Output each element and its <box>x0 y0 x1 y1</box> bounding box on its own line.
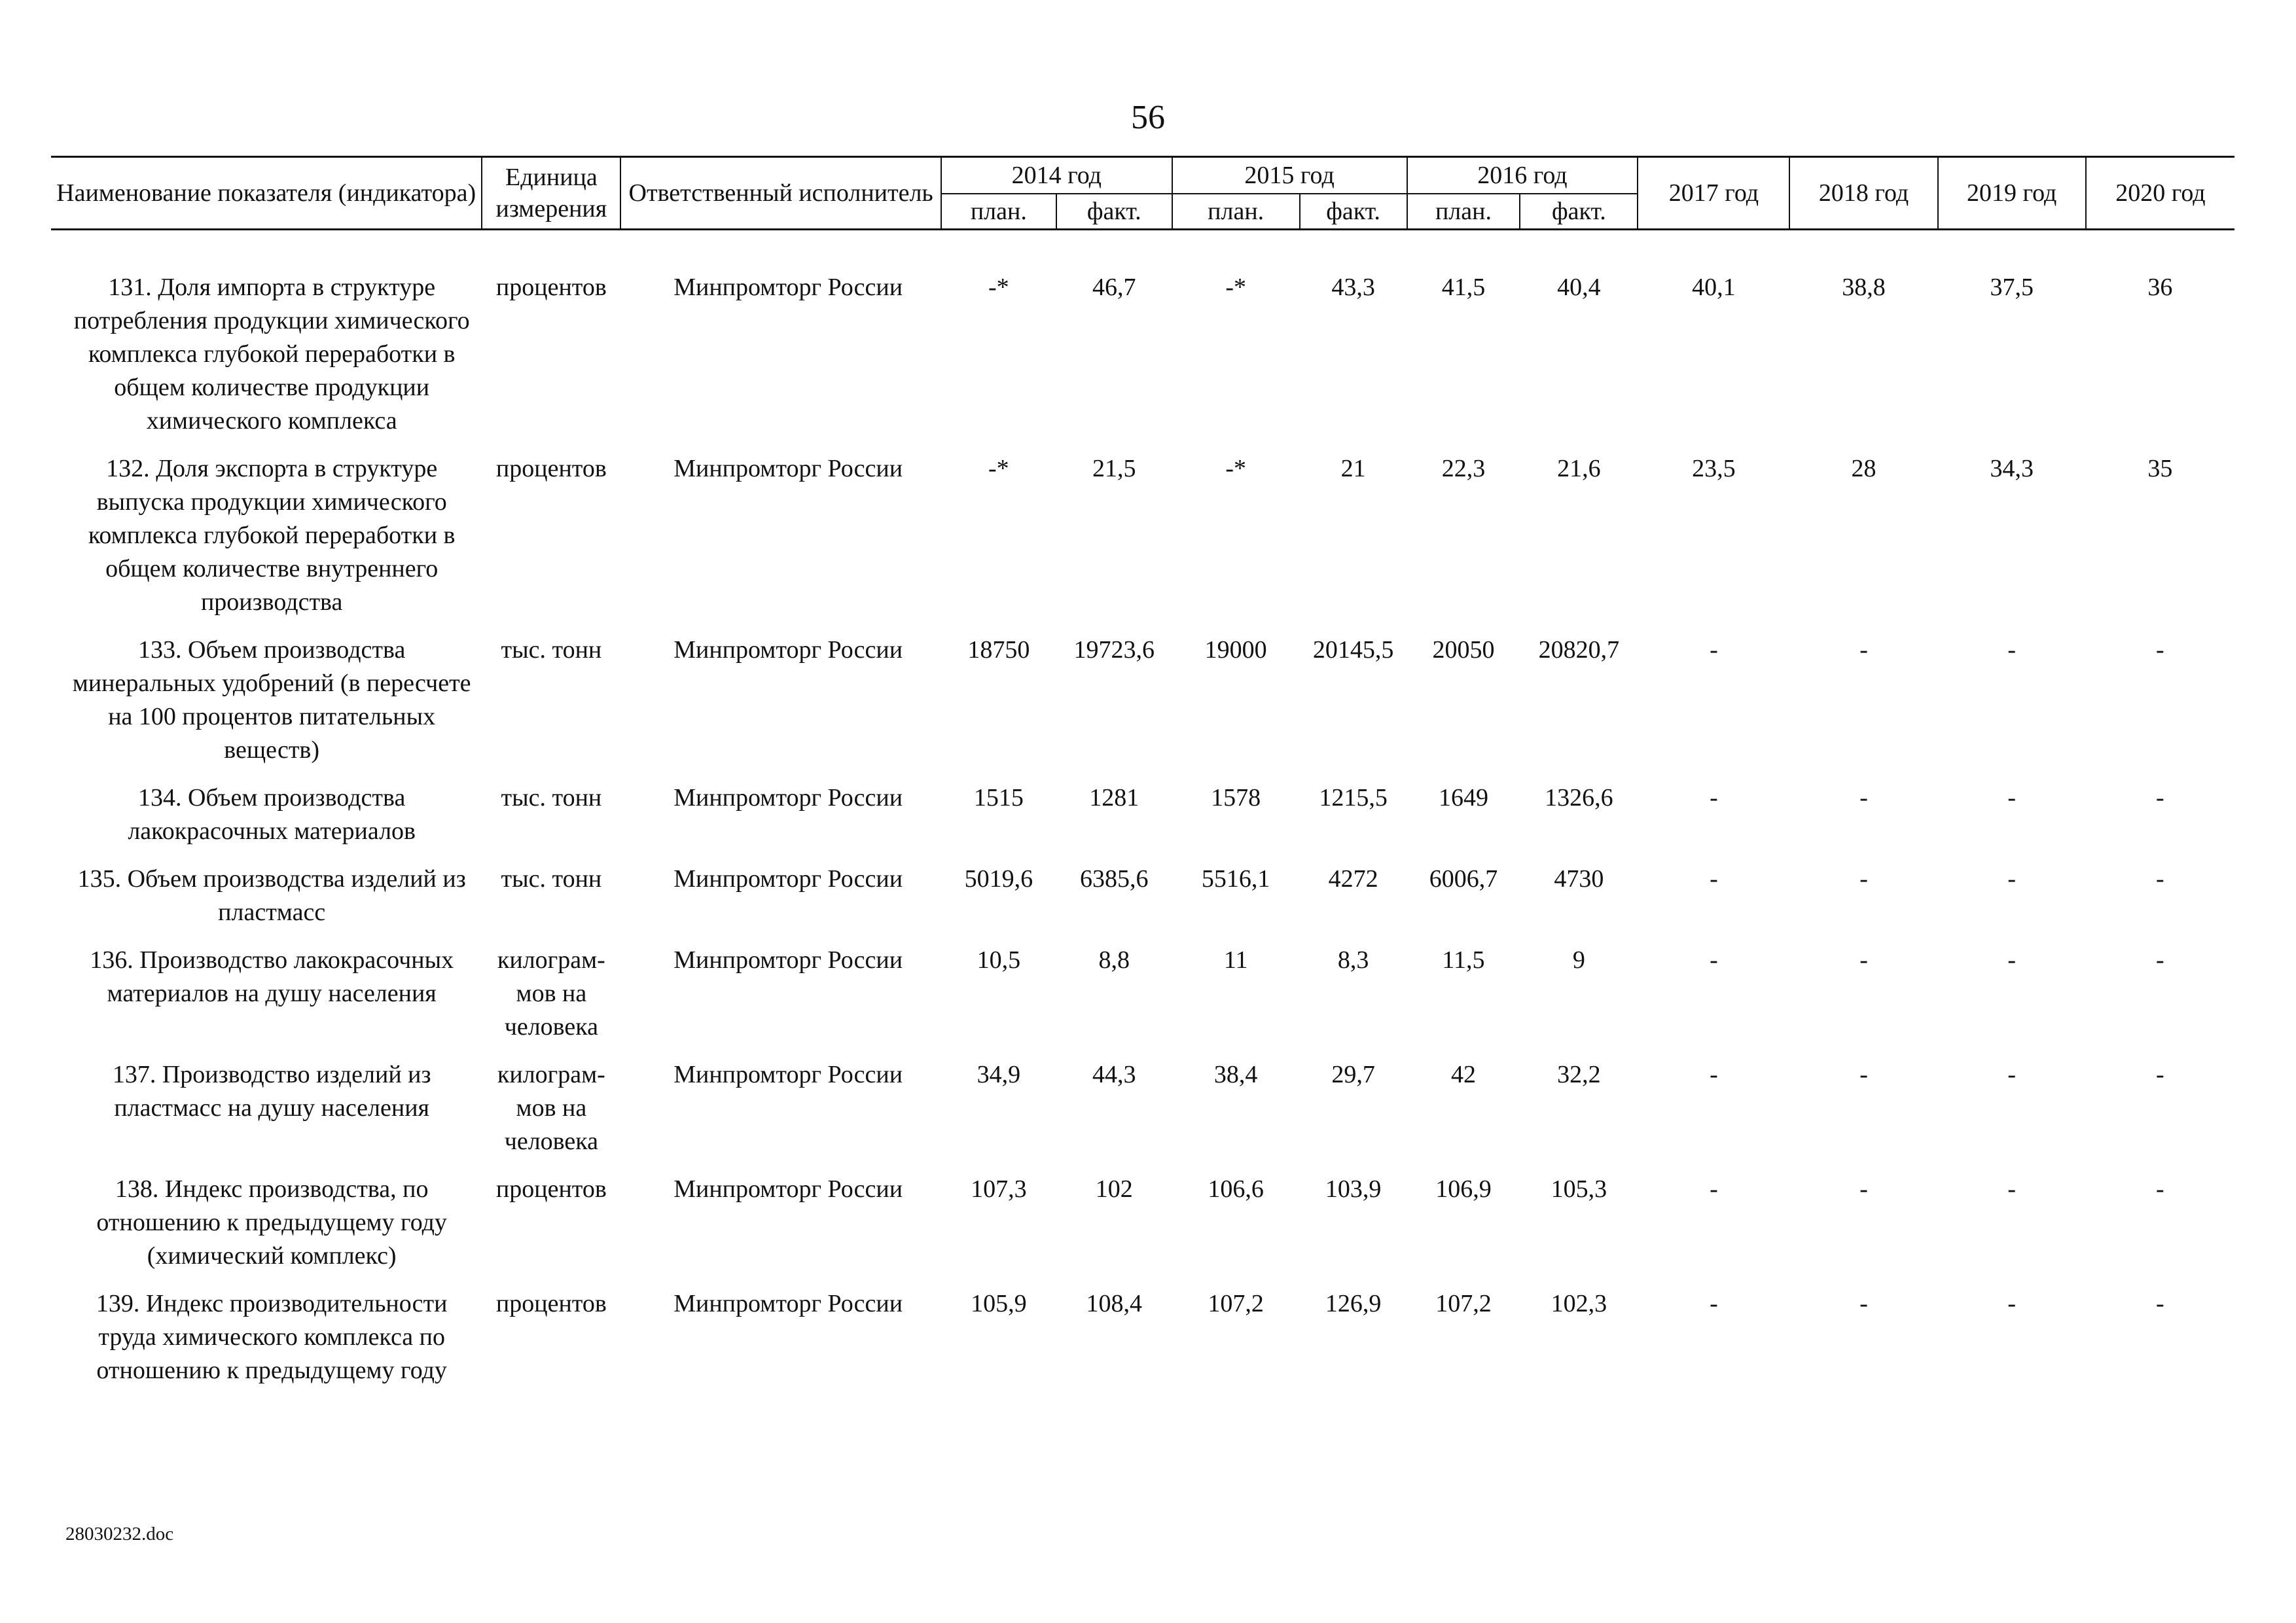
plan-2016-cell: 42 <box>1450 1061 1476 1088</box>
table-row <box>51 1058 2234 1173</box>
unit-cell: тыс. тонн <box>501 636 602 664</box>
value-2020-cell: - <box>2156 1290 2164 1317</box>
indicator-name: 137. Производство изделий из пластмасс на душу населения <box>112 1061 431 1122</box>
fact-2014-cell: 6385,6 <box>1079 865 1149 893</box>
plan-2016-cell: 22,3 <box>1441 455 1486 482</box>
indicator-name: 133. Объем производства минеральных удобрений (в пересчете на 100 процентов питательных веществ) <box>72 636 471 764</box>
indicator-name: 136. Производство лакокрасочных материалов на душу населения <box>90 946 454 1007</box>
fact-2015-cell: 8,3 <box>1337 946 1369 974</box>
executor-cell: Минпромторг России <box>673 865 903 893</box>
plan-2016-cell: 11,5 <box>1442 946 1485 974</box>
indicator-name: 131. Доля импорта в структуре потребления продукции химического комплекса глубокой переработки в общем количестве продукции химического комплекса <box>73 274 470 435</box>
fact-2015-cell: 20145,5 <box>1312 636 1394 664</box>
fact-2016-cell: 102,3 <box>1551 1290 1607 1317</box>
fact-2016-cell: 40,4 <box>1557 274 1601 301</box>
table-row <box>51 633 2234 781</box>
plan-2014-cell: 1515 <box>973 784 1024 812</box>
value-2018-cell: - <box>1859 1061 1868 1088</box>
indicator-name: 132. Доля экспорта в структуре выпуска продукции химического комплекса глубокой переработки в общем количестве внутреннего производства <box>88 455 456 616</box>
page-number: 56 <box>1131 99 1165 136</box>
table-body <box>51 230 2234 1402</box>
table-row <box>51 1287 2234 1402</box>
plan-2014-cell: -* <box>988 274 1009 301</box>
unit-cell: процентов <box>495 455 607 482</box>
fact-2014-cell: 21,5 <box>1092 455 1136 482</box>
plan-2014-cell: 34,9 <box>977 1061 1021 1088</box>
value-2020-cell: - <box>2156 865 2164 893</box>
header-year-2020: 2020 год <box>2115 179 2206 207</box>
fact-2014-cell: 19723,6 <box>1073 636 1155 664</box>
fact-2015-cell: 1215,5 <box>1319 784 1388 812</box>
fact-2016-cell: 32,2 <box>1557 1061 1601 1088</box>
executor-cell: Минпромторг России <box>673 1290 903 1317</box>
unit-cell: процентов <box>495 274 607 301</box>
value-2020-cell: 35 <box>2147 455 2173 482</box>
value-2017-cell: - <box>1710 946 1718 974</box>
header-plan-2016: план. <box>1407 194 1520 230</box>
table-row <box>51 452 2234 633</box>
value-2017-cell: - <box>1710 1175 1718 1203</box>
unit-cell: килограм-мов на человека <box>497 946 605 1041</box>
fact-2016-cell: 1326,6 <box>1545 784 1613 812</box>
header-executor: Ответственный исполнитель <box>620 157 941 230</box>
header-year-2018: 2018 год <box>1789 157 1937 230</box>
value-2017-cell: - <box>1710 1290 1718 1317</box>
fact-2015-cell: 21 <box>1340 455 1366 482</box>
executor-cell: Минпромторг России <box>673 1175 903 1203</box>
header-fact-2016: факт. <box>1520 194 1638 230</box>
fact-2016-cell: 9 <box>1572 946 1585 974</box>
value-2018-cell: 28 <box>1851 455 1876 482</box>
fact-2014-cell: 102 <box>1095 1175 1133 1203</box>
plan-2015-cell: 11 <box>1223 946 1248 974</box>
value-2017-cell: - <box>1710 865 1718 893</box>
value-2020-cell: - <box>2156 784 2164 812</box>
executor-cell: Минпромторг России <box>673 636 903 664</box>
header-plan-2014: план. <box>941 194 1056 230</box>
indicator-name: 135. Объем производства изделий из пластмасс <box>77 865 466 926</box>
plan-2014-cell: 107,3 <box>971 1175 1027 1203</box>
plan-2016-cell: 41,5 <box>1441 274 1486 301</box>
plan-2014-cell: 10,5 <box>977 946 1021 974</box>
value-2019-cell: - <box>2007 1290 2017 1317</box>
value-2019-cell: - <box>2007 946 2017 974</box>
value-2018-cell: - <box>1859 865 1868 893</box>
indicator-name: 139. Индекс производительности труда химического комплекса по отношению к предыдущему году <box>96 1290 448 1384</box>
plan-2016-cell: 6006,7 <box>1429 865 1498 893</box>
value-2020-cell: - <box>2156 1061 2164 1088</box>
fact-2015-cell: 43,3 <box>1331 274 1375 301</box>
value-2020-cell: - <box>2156 1175 2164 1203</box>
value-2018-cell: - <box>1859 1290 1868 1317</box>
value-2020-cell: - <box>2156 636 2164 664</box>
value-2019-cell: - <box>2007 1061 2017 1088</box>
plan-2014-cell: 105,9 <box>971 1290 1027 1317</box>
executor-cell: Минпромторг России <box>673 1061 903 1088</box>
fact-2015-cell: 4272 <box>1328 865 1378 893</box>
fact-2015-cell: 29,7 <box>1331 1061 1375 1088</box>
value-2017-cell: - <box>1710 784 1718 812</box>
fact-2015-cell: 103,9 <box>1325 1175 1382 1203</box>
plan-2015-cell: 5516,1 <box>1201 865 1270 893</box>
executor-cell: Минпромторг России <box>673 946 903 974</box>
value-2018-cell: - <box>1859 784 1868 812</box>
value-2020-cell: 36 <box>2147 274 2173 301</box>
plan-2016-cell: 107,2 <box>1435 1290 1492 1317</box>
fact-2016-cell: 4730 <box>1554 865 1604 893</box>
fact-2016-cell: 21,6 <box>1557 455 1601 482</box>
header-year-2017: 2017 год <box>1638 157 1789 230</box>
header-year-2015: 2015 год <box>1172 157 1407 194</box>
table-row <box>51 944 2234 1058</box>
value-2017-cell: - <box>1710 636 1718 664</box>
value-2018-cell: - <box>1859 946 1868 974</box>
header-fact-2015: факт. <box>1300 194 1407 230</box>
plan-2014-cell: 18750 <box>967 636 1030 664</box>
fact-2014-cell: 44,3 <box>1092 1061 1136 1088</box>
fact-2015-cell: 126,9 <box>1325 1290 1382 1317</box>
header-fact-2014: факт. <box>1056 194 1172 230</box>
plan-2016-cell: 20050 <box>1432 636 1495 664</box>
executor-cell: Минпромторг России <box>673 784 903 812</box>
value-2017-cell: 40,1 <box>1692 274 1736 301</box>
value-2019-cell: - <box>2007 784 2017 812</box>
table-row <box>51 863 2234 944</box>
value-2019-cell: - <box>2007 636 2017 664</box>
plan-2016-cell: 1649 <box>1438 784 1488 812</box>
table-row <box>51 271 2234 452</box>
fact-2014-cell: 108,4 <box>1086 1290 1142 1317</box>
fact-2014-cell: 46,7 <box>1092 274 1136 301</box>
header-plan-2015: план. <box>1172 194 1300 230</box>
table-row <box>51 1173 2234 1287</box>
plan-2015-cell: 107,2 <box>1208 1290 1264 1317</box>
fact-2016-cell: 20820,7 <box>1538 636 1620 664</box>
header-indicator: Наименование показателя (индикатора) <box>51 157 482 230</box>
table-header <box>51 157 2234 230</box>
value-2019-cell: 34,3 <box>1990 455 2034 482</box>
plan-2014-cell: -* <box>988 455 1009 482</box>
unit-cell: тыс. тонн <box>501 784 602 812</box>
document-id: 28030232.doc <box>65 1524 174 1544</box>
header-unit: Единица измерения <box>482 157 620 230</box>
value-2020-cell: - <box>2156 946 2164 974</box>
value-2018-cell: - <box>1859 636 1868 664</box>
plan-2015-cell: 1578 <box>1211 784 1261 812</box>
indicator-name: 138. Индекс производства, по отношению к предыдущему году (химический комплекс) <box>96 1175 447 1270</box>
header-year-2019: 2019 год <box>1938 157 2086 230</box>
executor-cell: Минпромторг России <box>673 274 903 301</box>
header-year-2016: 2016 год <box>1407 157 1638 194</box>
unit-cell: килограм-мов на человека <box>497 1061 605 1155</box>
plan-2015-cell: -* <box>1225 455 1246 482</box>
value-2018-cell: 38,8 <box>1842 274 1886 301</box>
fact-2016-cell: 105,3 <box>1551 1175 1607 1203</box>
value-2017-cell: 23,5 <box>1692 455 1736 482</box>
unit-cell: процентов <box>495 1290 607 1317</box>
plan-2015-cell: 19000 <box>1204 636 1267 664</box>
indicator-name: 134. Объем производства лакокрасочных материалов <box>128 784 416 845</box>
unit-cell: процентов <box>495 1175 607 1203</box>
value-2017-cell: - <box>1710 1061 1718 1088</box>
plan-2015-cell: 38,4 <box>1213 1061 1258 1088</box>
plan-2015-cell: -* <box>1225 274 1246 301</box>
value-2018-cell: - <box>1859 1175 1868 1203</box>
plan-2016-cell: 106,9 <box>1435 1175 1492 1203</box>
value-2019-cell: - <box>2007 1175 2017 1203</box>
fact-2014-cell: 8,8 <box>1098 946 1130 974</box>
executor-cell: Минпромторг России <box>673 455 903 482</box>
indicators-table <box>51 156 2234 1402</box>
plan-2015-cell: 106,6 <box>1208 1175 1264 1203</box>
fact-2014-cell: 1281 <box>1089 784 1139 812</box>
value-2019-cell: - <box>2007 865 2017 893</box>
table-row <box>51 781 2234 863</box>
plan-2014-cell: 5019,6 <box>964 865 1033 893</box>
value-2019-cell: 37,5 <box>1990 274 2034 301</box>
header-year-2014: 2014 год <box>941 157 1172 194</box>
unit-cell: тыс. тонн <box>501 865 602 893</box>
